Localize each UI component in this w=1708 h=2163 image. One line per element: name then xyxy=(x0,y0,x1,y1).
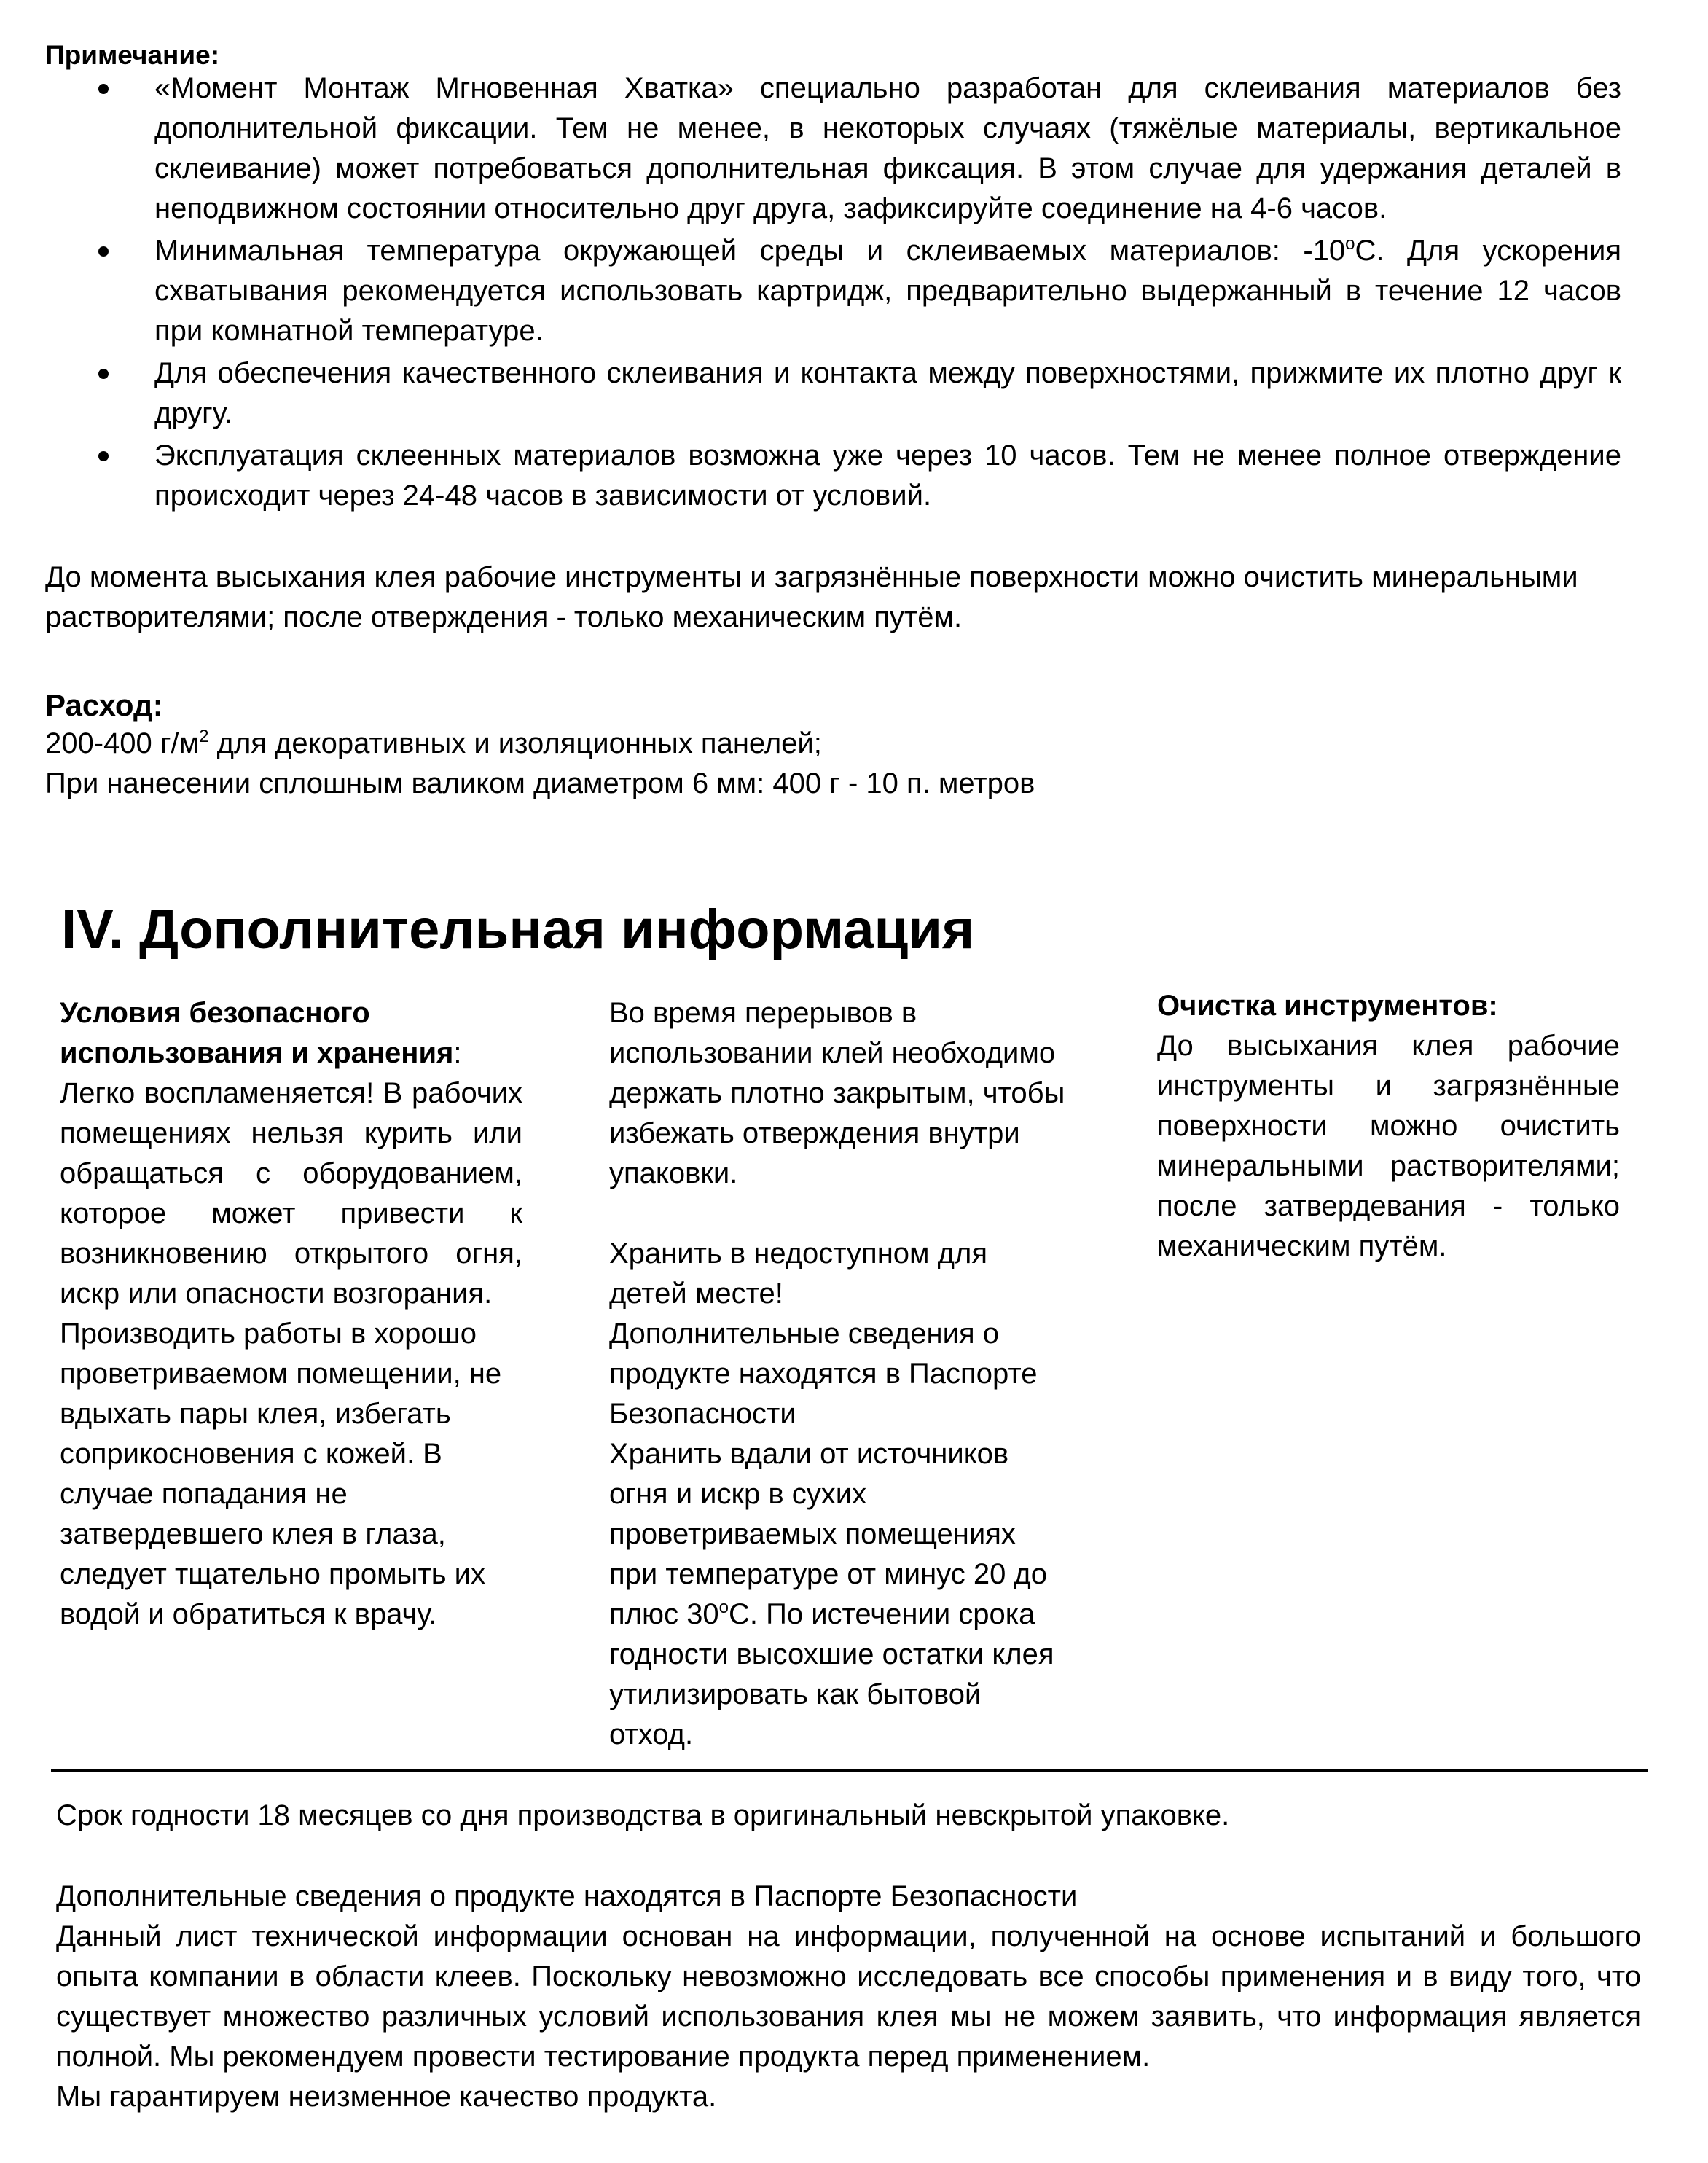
degree-superscript: o xyxy=(1345,234,1355,254)
horizontal-divider xyxy=(51,1769,1648,1772)
disclaimer-paragraph: Данный лист технической информации основан на информации, полученной на основе испытаний и большого опыта компании в области клеев. Поскольку невозможно исследовать все способы применения и в виду того, что существует множество различных условий использования клея мы не можем заявить, что информация является полной. Мы рекомендуем провести тестирование продукта перед применением. xyxy=(56,1920,1641,2073)
storage-paragraph-4 xyxy=(609,1434,1072,1755)
column-safety xyxy=(60,993,522,1635)
consumption-rate: 200-400 г/м xyxy=(45,727,200,759)
note-bullet-text xyxy=(154,235,1621,347)
storage-temp-text-rest: С. По истечении срока годности высохшие остатки клея утилизировать как бытовой отход. xyxy=(609,1598,1054,1751)
section-heading: IV. Дополнительная информация xyxy=(61,899,975,961)
note-bullet-item xyxy=(91,353,1621,434)
note-bullet-item xyxy=(91,436,1621,516)
degree-superscript: o xyxy=(718,1597,729,1617)
shelf-life-text: Срок годности 18 месяцев со дня производства в оригинальный невскрытой упаковке. xyxy=(56,1799,1230,1831)
bullet-icon xyxy=(98,369,109,379)
spacer xyxy=(609,1194,1072,1234)
guarantee-text: Мы гарантируем неизменное качество продукта. xyxy=(56,2081,717,2113)
note-heading: Примечание: xyxy=(45,40,220,70)
bullet-icon xyxy=(98,246,109,257)
consumption-line-1 xyxy=(45,724,822,764)
cleaning-paragraph: До момента высыхания клея рабочие инструменты и загрязнённые поверхности можно очистить минеральными растворителями; после отверждения - только механическим путём. xyxy=(45,561,1578,633)
storage-temp-text: Хранить вдали от источников огня и искр в сухих проветриваемых помещениях при температуре от минус 20 до плюс 30 xyxy=(609,1438,1048,1630)
bullet-icon xyxy=(98,451,109,461)
square-superscript: 2 xyxy=(199,727,209,746)
note-bullet-text: Эксплуатация склеенных материалов возможна уже через 10 часов. Тем не менее полное отверждение происходит через 24-48 часов в зависимости от условий. xyxy=(154,439,1621,512)
note-bullet-text: Для обеспечения качественного склеивания и контакта между поверхностями, прижмите их плотно друг к другу. xyxy=(154,357,1621,429)
storage-paragraph-2: Хранить в недоступном для детей месте! xyxy=(609,1237,988,1310)
storage-paragraph-3: Дополнительные сведения о продукте находятся в Паспорте Безопасности xyxy=(609,1318,1038,1430)
note-bullet-item xyxy=(91,69,1621,229)
safety-heading-text: Условия безопасного использования и хранения xyxy=(60,997,454,1069)
cleaning-heading: Очистка инструментов: xyxy=(1157,990,1498,1022)
note-bullet-list xyxy=(91,69,1621,518)
note-bullet-item xyxy=(91,231,1621,351)
consumption-rate-desc: для декоративных и изоляционных панелей; xyxy=(208,727,822,759)
safety-heading-colon: : xyxy=(453,1037,462,1069)
safety-heading xyxy=(60,993,522,1073)
sds-note: Дополнительные сведения о продукте находятся в Паспорте Безопасности xyxy=(56,1880,1078,1912)
temperature-text: Минимальная температура окружающей среды и склеиваемых материалов: -10 xyxy=(154,235,1346,267)
safety-paragraph-2: Производить работы в хорошо проветриваемом помещении, не вдыхать пары клея, избегать соприкосновения с кожей. В случае попадания не затвердевшего клея в глаза, следует тщательно промыть их водой и обратиться к врачу. xyxy=(60,1318,502,1630)
consumption-heading: Расход: xyxy=(45,688,163,722)
cleaning-tools-paragraph: До высыхания клея рабочие инструменты и загрязнённые поверхности можно очистить минеральными растворителями; после затвердевания - только механическим путём. xyxy=(1157,1030,1620,1262)
storage-paragraph-1: Во время перерывов в использовании клей необходимо держать плотно закрытым, чтобы избежать отверждения внутри упаковки. xyxy=(609,997,1065,1189)
footer-block xyxy=(56,1877,1641,2117)
bullet-icon xyxy=(98,84,109,94)
safety-paragraph-1: Легко воспламеняется! В рабочих помещениях нельзя курить или обращаться с оборудованием, которое может привести к возникновению открытого огня, искр или опасности возгорания. xyxy=(60,1077,522,1310)
consumption-line-2: При нанесении сплошным валиком диаметром 6 мм: 400 г - 10 п. метров xyxy=(45,767,1035,799)
note-bullet-text: «Момент Монтаж Мгновенная Хватка» специально разработан для склеивания материалов без дополнительной фиксации. Тем не менее, в некоторых случаях (тяжёлые материалы, вертикальное склеивание) может потребоваться дополнительная фиксация. В этом случае для удержания деталей в неподвижном состоянии относительно друг друга, зафиксируйте соединение на 4-6 часов. xyxy=(154,72,1621,224)
column-storage xyxy=(609,993,1072,1755)
temperature-text-rest: С. Для ускорения схватывания рекомендуется использовать картридж, предварительно выдержанный в течение 12 часов при комнатной температуре. xyxy=(154,235,1621,347)
column-cleaning xyxy=(1157,986,1620,1267)
